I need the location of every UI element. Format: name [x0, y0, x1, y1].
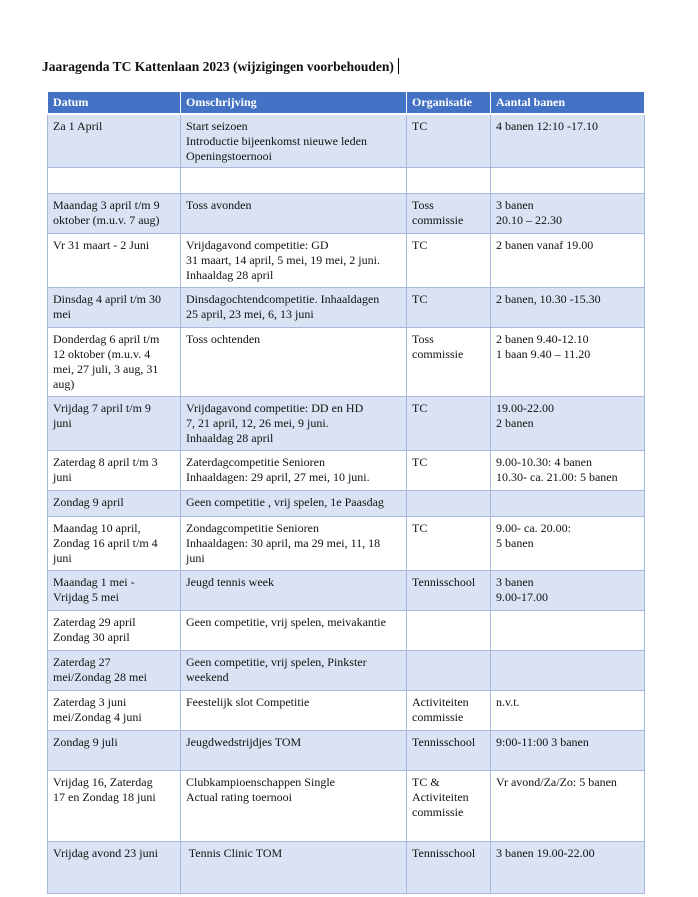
cell-line: TC	[412, 521, 428, 535]
cell-omschrijving	[181, 397, 407, 451]
cell-line: TC	[412, 119, 428, 133]
cell-line: TC	[412, 292, 428, 306]
cell-line: Maandag 10 april,	[53, 521, 141, 535]
cell-line: Start seizoen	[186, 119, 248, 133]
cell-line: 2 banen	[496, 416, 534, 430]
table-row	[48, 491, 645, 517]
cell-banen	[491, 234, 645, 288]
cell-line: Zondagcompetitie Senioren	[186, 521, 319, 535]
cell-omschrijving	[181, 842, 407, 894]
cell-organisatie	[407, 771, 491, 842]
cell-omschrijving	[181, 288, 407, 328]
cell-line: Zondag 16 april t/m 4	[53, 536, 158, 550]
cell-banen	[491, 288, 645, 328]
cell-datum	[48, 397, 181, 451]
header-omschrijving: Omschrijving	[181, 92, 407, 115]
cell-line: Toss	[412, 198, 434, 212]
cell-line: 9:00-11:00 3 banen	[496, 735, 589, 749]
cell-organisatie	[407, 731, 491, 771]
cell-line: Tennisschool	[412, 846, 476, 860]
cell-datum	[48, 731, 181, 771]
cell-line: Introductie bijeenkomst nieuwe leden	[186, 134, 367, 148]
cell-line: Vrijdag 5 mei	[53, 590, 119, 604]
cell-line: Dinsdag 4 april t/m 30	[53, 292, 161, 306]
cell-line: 3 banen	[496, 198, 534, 212]
cell-line: 3 banen 19.00-22.00	[496, 846, 595, 860]
cell-omschrijving	[181, 451, 407, 491]
cell-omschrijving	[181, 491, 407, 517]
cell-datum	[48, 611, 181, 651]
cell-line: weekend	[186, 670, 229, 684]
cell-line: commissie	[412, 213, 464, 227]
cell-banen	[491, 451, 645, 491]
cell-datum	[48, 114, 181, 168]
cell-line: Tennisschool	[412, 735, 476, 749]
cell-line: 2 banen 9.40-12.10	[496, 332, 589, 346]
text-cursor	[398, 58, 399, 74]
cell-line: Vrijdagavond competitie: DD en HD	[186, 401, 364, 415]
cell-line: 5 banen	[496, 536, 534, 550]
cell-line: Zondag 30 april	[53, 630, 130, 644]
cell-line: 7, 21 april, 12, 26 mei, 9 juni.	[186, 416, 329, 430]
cell-line: juni	[53, 470, 72, 484]
cell-line: 19.00-22.00	[496, 401, 554, 415]
table-row	[48, 288, 645, 328]
cell-omschrijving	[181, 234, 407, 288]
cell-line: mei, 27 juli, 3 aug, 31	[53, 362, 159, 376]
cell-line: Zaterdag 27	[53, 655, 111, 669]
table-row	[48, 731, 645, 771]
table-row	[48, 611, 645, 651]
cell-line: juni	[53, 416, 72, 430]
cell-line: 9.00-17.00	[496, 590, 548, 604]
cell-datum	[48, 491, 181, 517]
cell-datum	[48, 328, 181, 397]
header-aantal-banen: Aantal banen	[491, 92, 645, 115]
cell-banen	[491, 691, 645, 731]
cell-datum	[48, 168, 181, 194]
cell-line: Zondag 9 april	[53, 495, 124, 509]
table-row	[48, 517, 645, 571]
header-datum: Datum	[48, 92, 181, 115]
cell-organisatie	[407, 168, 491, 194]
cell-line: Toss	[412, 332, 434, 346]
cell-datum	[48, 842, 181, 894]
cell-organisatie	[407, 234, 491, 288]
cell-banen	[491, 194, 645, 234]
cell-datum	[48, 691, 181, 731]
cell-line: Tennis Clinic TOM	[186, 846, 283, 860]
cell-banen	[491, 611, 645, 651]
cell-organisatie	[407, 288, 491, 328]
cell-organisatie	[407, 651, 491, 691]
cell-omschrijving	[181, 731, 407, 771]
cell-line: Jeugd tennis week	[186, 575, 274, 589]
cell-line: TC &	[412, 775, 440, 789]
table-row	[48, 168, 645, 194]
cell-line: 2 banen, 10.30 -15.30	[496, 292, 601, 306]
agenda-table	[47, 91, 645, 894]
cell-line: 9.00-10.30: 4 banen	[496, 455, 592, 469]
cell-line: Vr avond/Za/Zo: 5 banen	[496, 775, 617, 789]
cell-line: mei/Zondag 28 mei	[53, 670, 147, 684]
cell-line: Donderdag 6 april t/m	[53, 332, 160, 346]
table-row	[48, 651, 645, 691]
cell-organisatie	[407, 194, 491, 234]
table-header-row	[48, 92, 645, 115]
cell-organisatie	[407, 517, 491, 571]
cell-line: commissie	[412, 805, 464, 819]
cell-line: Vrijdag avond 23 juni	[53, 846, 158, 860]
cell-line: 12 oktober (m.u.v. 4	[53, 347, 151, 361]
cell-line: aug)	[53, 377, 75, 391]
cell-organisatie	[407, 611, 491, 651]
cell-banen	[491, 842, 645, 894]
cell-line: 20.10 – 22.30	[496, 213, 562, 227]
cell-line: 10.30- ca. 21.00: 5 banen	[496, 470, 618, 484]
cell-datum	[48, 234, 181, 288]
cell-line: TC	[412, 238, 428, 252]
cell-datum	[48, 288, 181, 328]
cell-line: Dinsdagochtendcompetitie. Inhaaldagen	[186, 292, 380, 306]
cell-line: Clubkampioenschappen Single	[186, 775, 335, 789]
cell-omschrijving	[181, 168, 407, 194]
cell-banen	[491, 731, 645, 771]
cell-line: Inhaaldagen: 29 april, 27 mei, 10 juni.	[186, 470, 370, 484]
table-row	[48, 451, 645, 491]
cell-line: Za 1 April	[53, 119, 103, 133]
cell-line: mei/Zondag 4 juni	[53, 710, 142, 724]
table-row	[48, 842, 645, 894]
cell-line: commissie	[412, 347, 464, 361]
header-organisatie: Organisatie	[407, 92, 491, 115]
cell-banen	[491, 571, 645, 611]
cell-line: Actual rating toernooi	[186, 790, 292, 804]
cell-omschrijving	[181, 517, 407, 571]
cell-line: Toss avonden	[186, 198, 252, 212]
cell-line: TC	[412, 455, 428, 469]
cell-omschrijving	[181, 611, 407, 651]
cell-organisatie	[407, 842, 491, 894]
cell-line: Toss ochtenden	[186, 332, 261, 346]
cell-line: Tennisschool	[412, 575, 476, 589]
table-row	[48, 397, 645, 451]
cell-line: 4 banen 12:10 -17.10	[496, 119, 598, 133]
cell-datum	[48, 517, 181, 571]
cell-banen	[491, 491, 645, 517]
cell-line: Openingstoernooi	[186, 149, 272, 163]
cell-organisatie	[407, 328, 491, 397]
cell-organisatie	[407, 114, 491, 168]
table-row	[48, 234, 645, 288]
table-row	[48, 691, 645, 731]
cell-line: 3 banen	[496, 575, 534, 589]
cell-line: 9.00- ca. 20.00:	[496, 521, 571, 535]
cell-line: 31 maart, 14 april, 5 mei, 19 mei, 2 juni.	[186, 253, 380, 267]
cell-omschrijving	[181, 691, 407, 731]
cell-line: Inhaaldag 28 april	[186, 268, 274, 282]
cell-line: 1 baan 9.40 – 11.20	[496, 347, 591, 361]
cell-datum	[48, 651, 181, 691]
cell-line: oktober (m.u.v. 7 aug)	[53, 213, 160, 227]
cell-line: Inhaaldagen: 30 april, ma 29 mei, 11, 18	[186, 536, 381, 550]
table-row	[48, 571, 645, 611]
cell-line: commissie	[412, 710, 464, 724]
cell-line: 17 en Zondag 18 juni	[53, 790, 156, 804]
cell-line: Inhaaldag 28 april	[186, 431, 274, 445]
cell-line: Feestelijk slot Competitie	[186, 695, 310, 709]
cell-line: Zondag 9 juli	[53, 735, 118, 749]
cell-datum	[48, 451, 181, 491]
cell-line: 25 april, 23 mei, 6, 13 juni	[186, 307, 314, 321]
cell-line: Activiteiten	[412, 695, 469, 709]
cell-omschrijving	[181, 328, 407, 397]
cell-line: Zaterdag 8 april t/m 3	[53, 455, 158, 469]
cell-banen	[491, 771, 645, 842]
cell-banen	[491, 651, 645, 691]
cell-line: n.v.t.	[496, 695, 520, 709]
cell-line: Jeugdwedstrijdjes TOM	[186, 735, 302, 749]
cell-organisatie	[407, 397, 491, 451]
cell-datum	[48, 194, 181, 234]
cell-line: Geen competitie , vrij spelen, 1e Paasdag	[186, 495, 384, 509]
cell-banen	[491, 328, 645, 397]
cell-line: Maandag 3 april t/m 9	[53, 198, 160, 212]
cell-line: TC	[412, 401, 428, 415]
cell-banen	[491, 168, 645, 194]
cell-omschrijving	[181, 194, 407, 234]
cell-line: Vr 31 maart - 2 Juni	[53, 238, 150, 252]
page-title: Jaaragenda TC Kattenlaan 2023 (wijzigingen voorbehouden)	[42, 58, 399, 75]
cell-line: mei	[53, 307, 71, 321]
cell-line: Vrijdag 7 april t/m 9	[53, 401, 151, 415]
table-row	[48, 328, 645, 397]
cell-line: Vrijdagavond competitie: GD	[186, 238, 329, 252]
cell-banen	[491, 397, 645, 451]
cell-line: juni	[53, 551, 72, 565]
cell-omschrijving	[181, 571, 407, 611]
cell-organisatie	[407, 491, 491, 517]
cell-line: Maandag 1 mei -	[53, 575, 135, 589]
cell-line: juni	[186, 551, 205, 565]
cell-datum	[48, 571, 181, 611]
table-row	[48, 771, 645, 842]
cell-organisatie	[407, 571, 491, 611]
cell-datum	[48, 771, 181, 842]
cell-line: Zaterdag 3 juni	[53, 695, 127, 709]
cell-line: Vrijdag 16, Zaterdag	[53, 775, 153, 789]
cell-omschrijving	[181, 651, 407, 691]
cell-organisatie	[407, 691, 491, 731]
cell-banen	[491, 517, 645, 571]
cell-omschrijving	[181, 771, 407, 842]
cell-banen	[491, 114, 645, 168]
cell-omschrijving	[181, 114, 407, 168]
table-row	[48, 194, 645, 234]
cell-line: Zaterdagcompetitie Senioren	[186, 455, 325, 469]
cell-line: Geen competitie, vrij spelen, Pinkster	[186, 655, 367, 669]
cell-line: Activiteiten	[412, 790, 469, 804]
cell-line: Geen competitie, vrij spelen, meivakantie	[186, 615, 386, 629]
cell-line: Zaterdag 29 april	[53, 615, 136, 629]
cell-organisatie	[407, 451, 491, 491]
cell-line: 2 banen vanaf 19.00	[496, 238, 594, 252]
table-row	[48, 114, 645, 168]
